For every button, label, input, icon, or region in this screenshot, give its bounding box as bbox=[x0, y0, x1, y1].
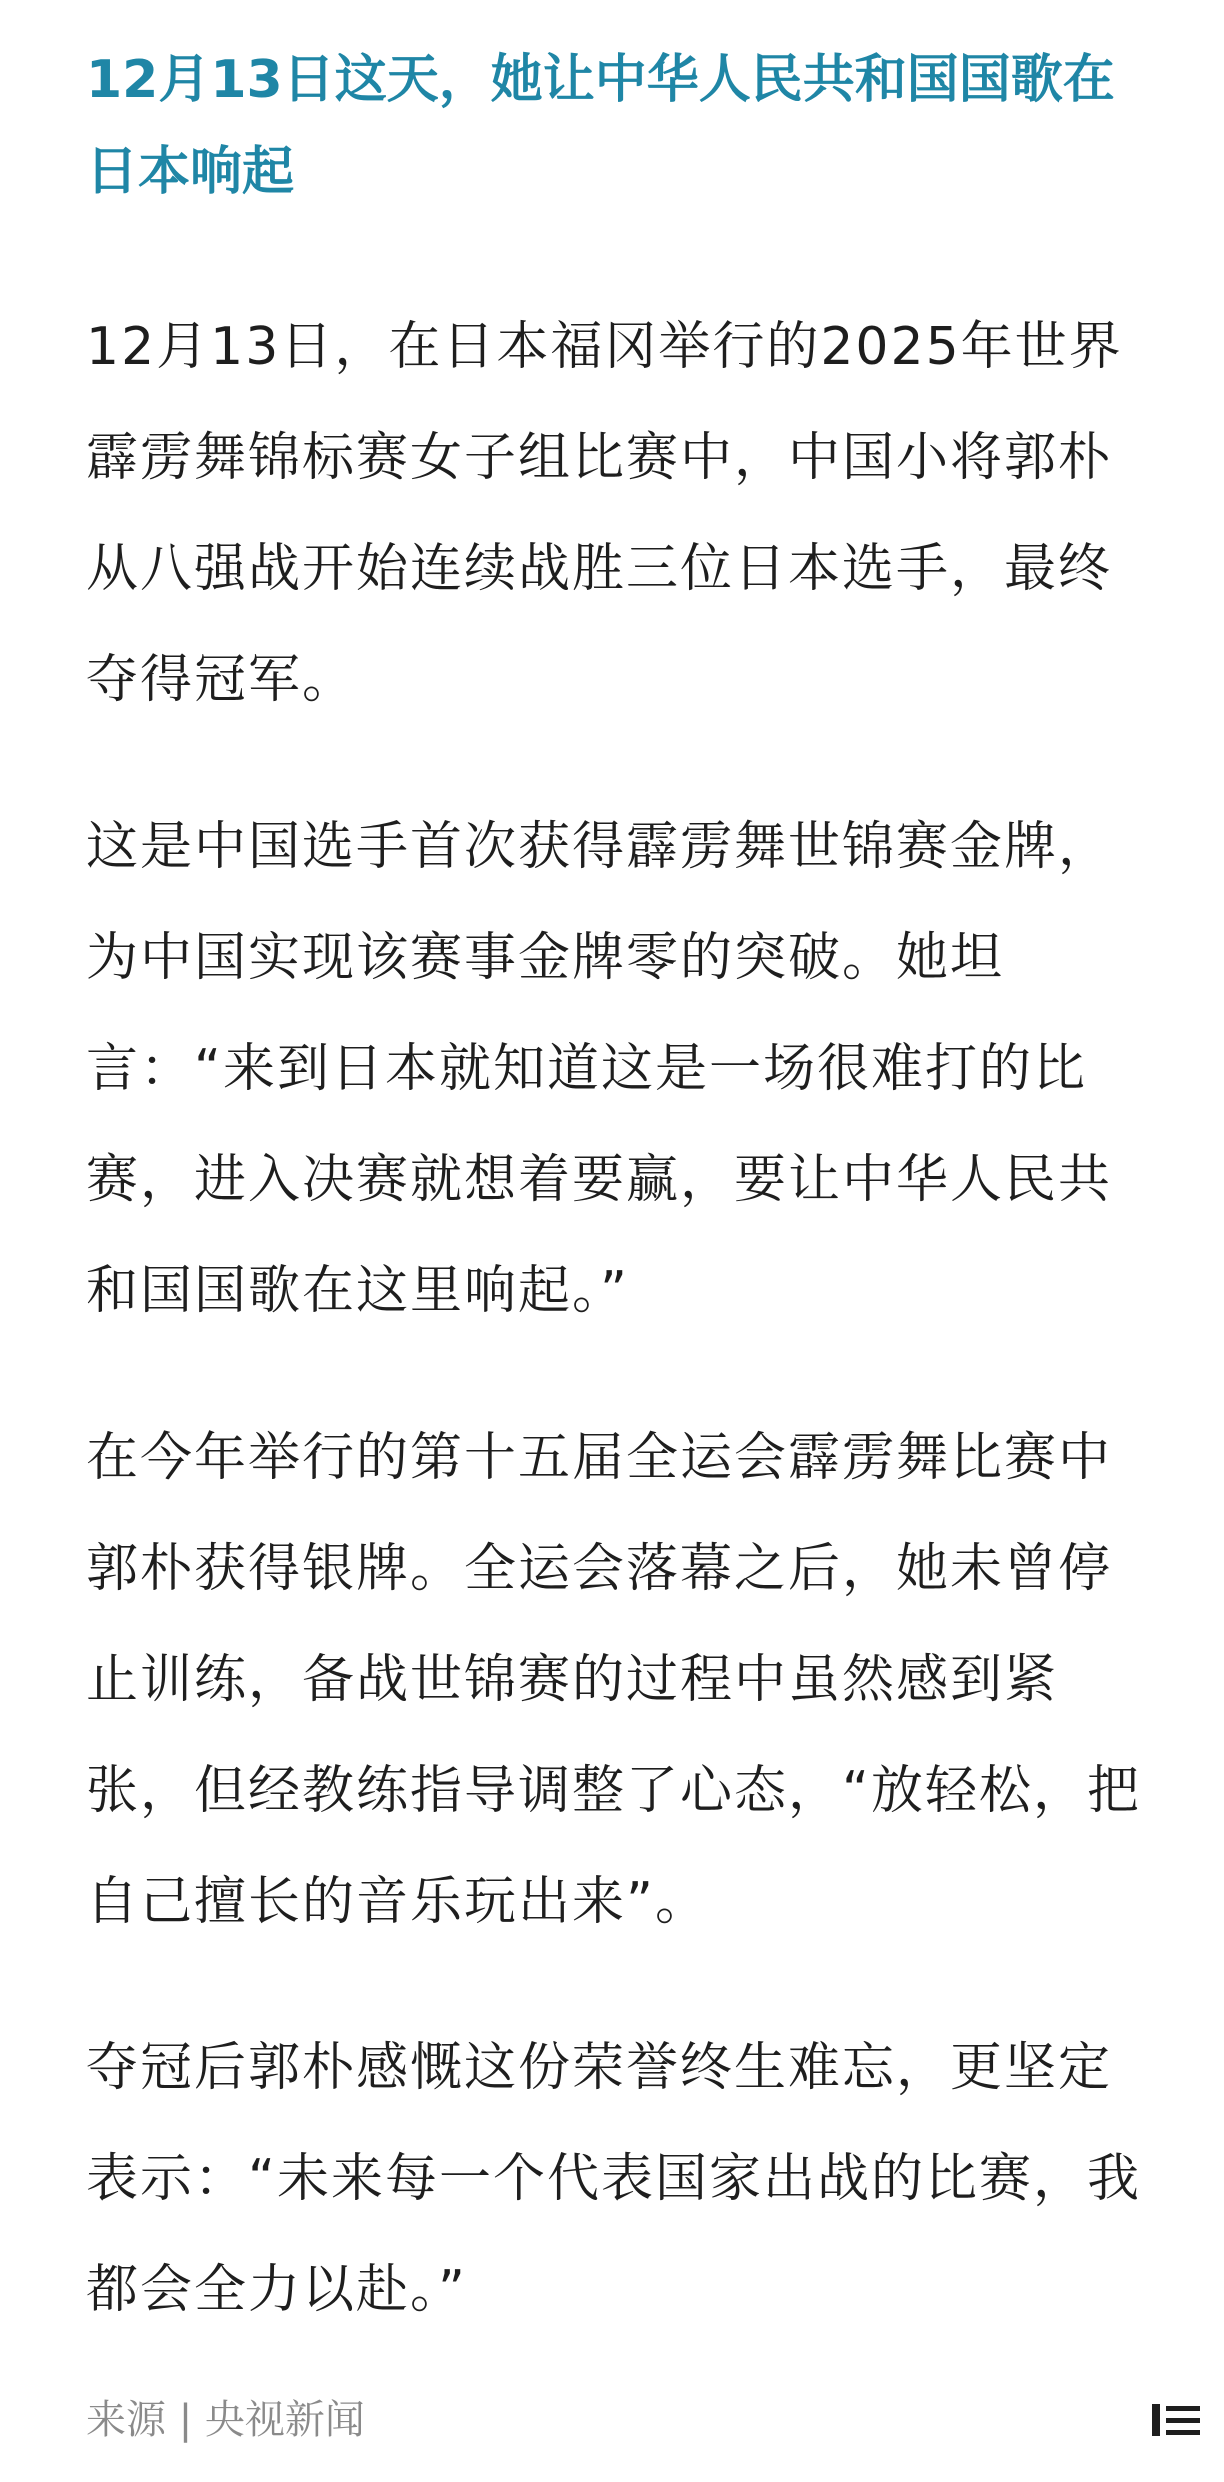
paragraph-2: 这是中国选手首次获得霹雳舞世锦赛金牌，为中国实现该赛事金牌零的突破。她坦言：“来到日本就知道这是一场很难打的比赛，进入决赛就想着要赢，要让中华人民共和国国歌在这里响起。” bbox=[86, 817, 1113, 1321]
article-source: 来源 | 央视新闻 bbox=[86, 2397, 365, 2443]
article-title: 12月13日这天，她让中华人民共和国国歌在日本响起 bbox=[86, 50, 1115, 202]
expand-icon[interactable] bbox=[1150, 2400, 1202, 2440]
paragraph-3: 在今年举行的第十五届全运会霹雳舞比赛中郭朴获得银牌。全运会落幕之后，她未曾停止训练，备战世锦赛的过程中虽然感到紧张，但经教练指导调整了心态，“放轻松，把自己擅长的音乐玩出来”。 bbox=[86, 1428, 1141, 1932]
paragraph-1: 12月13日，在日本福冈举行的2025年世界霹雳舞锦标赛女子组比赛中，中国小将郭朴从八强战开始连续战胜三位日本选手，最终夺得冠军。 bbox=[86, 317, 1123, 710]
paragraph-4: 夺冠后郭朴感慨这份荣誉终生难忘，更坚定表示：“未来每一个代表国家出战的比赛，我都会全力以赴。” bbox=[86, 2038, 1141, 2320]
